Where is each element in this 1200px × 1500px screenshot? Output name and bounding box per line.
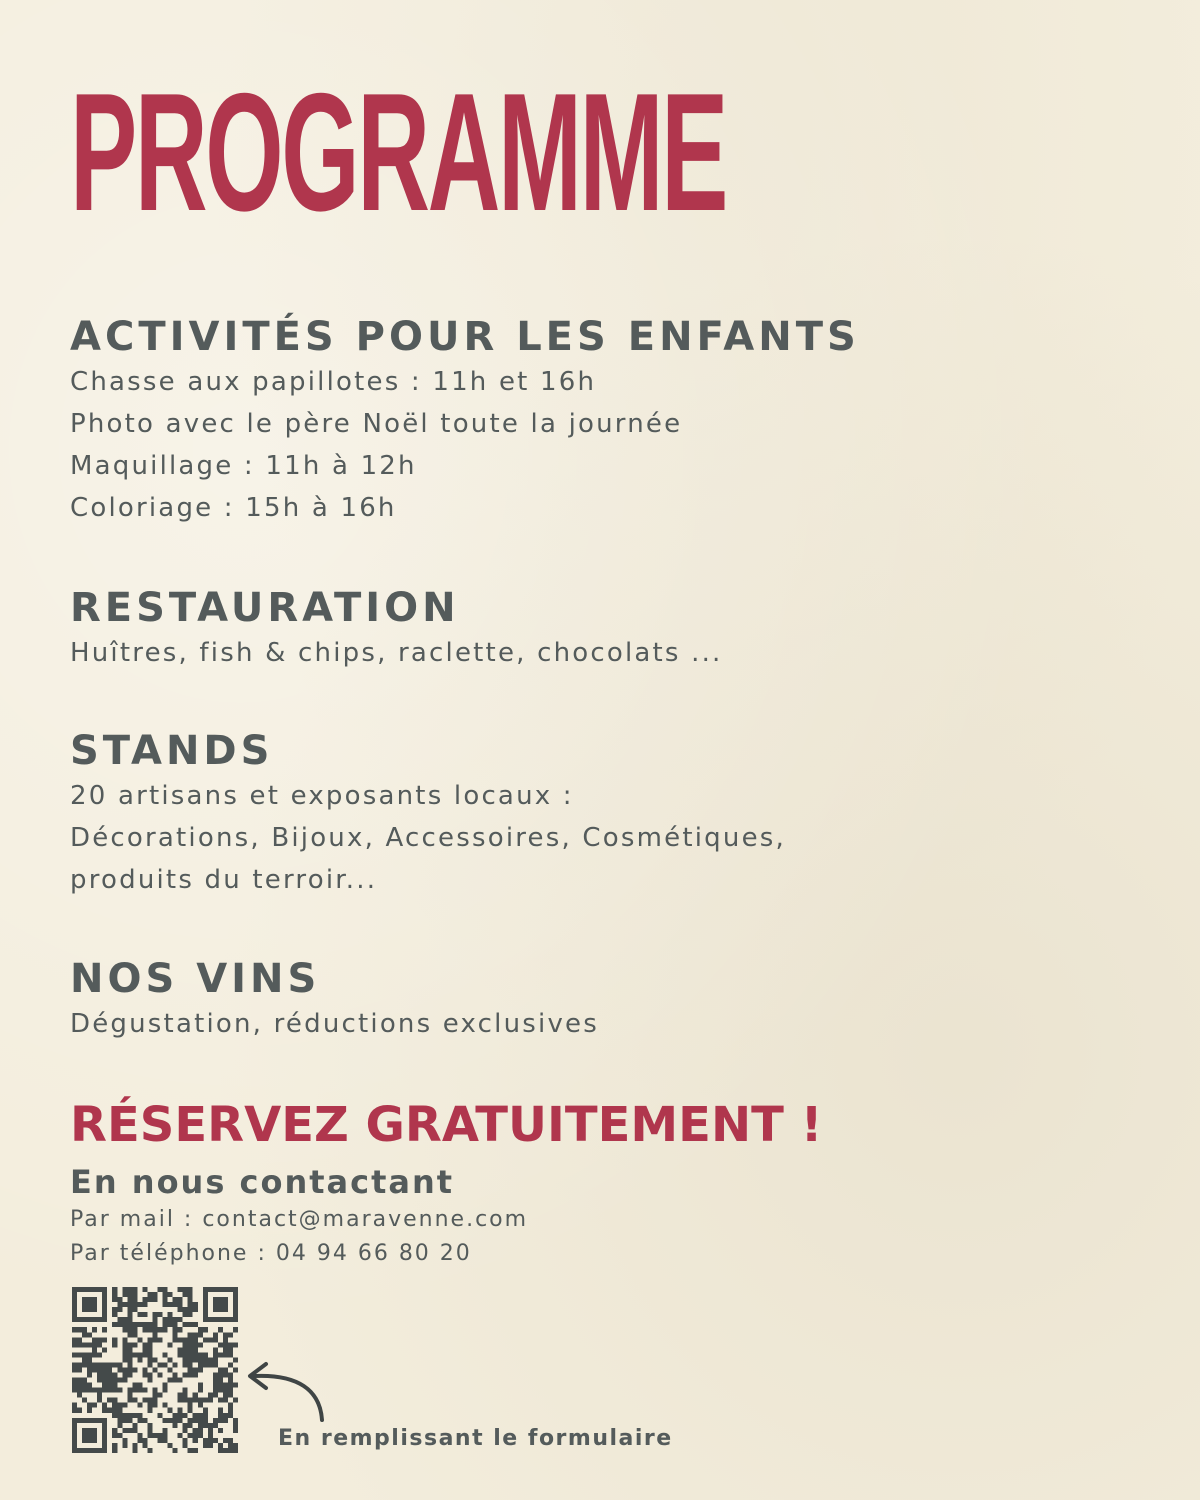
reservation-heading: RÉSERVEZ GRATUITEMENT ! bbox=[70, 1097, 823, 1153]
qr-code-icon[interactable] bbox=[72, 1287, 238, 1453]
section-line: Coloriage : 15h à 16h bbox=[70, 493, 397, 523]
section-heading: NOS VINS bbox=[70, 956, 321, 1002]
section-line: 20 artisans et exposants locaux : bbox=[70, 781, 574, 811]
section-line: Photo avec le père Noël toute la journée bbox=[70, 409, 683, 439]
section-line: produits du terroir... bbox=[70, 865, 378, 895]
section-restauration bbox=[70, 584, 723, 674]
section-line: Huîtres, fish & chips, raclette, chocolats ... bbox=[70, 638, 723, 668]
section-line: Chasse aux papillotes : 11h et 16h bbox=[70, 367, 597, 397]
contact-subheading: En nous contactant bbox=[70, 1163, 455, 1201]
section-heading: STANDS bbox=[70, 728, 274, 774]
page-title: PROGRAMME bbox=[70, 58, 726, 246]
curved-arrow-icon bbox=[240, 1352, 340, 1432]
section-line: Maquillage : 11h à 12h bbox=[70, 451, 417, 481]
section-heading: ACTIVITÉS POUR LES ENFANTS bbox=[70, 314, 860, 360]
section-wines bbox=[70, 955, 599, 1045]
phone-line[interactable]: Par téléphone : 04 94 66 80 20 bbox=[70, 1241, 472, 1266]
section-line: Dégustation, réductions exclusives bbox=[70, 1009, 599, 1039]
section-kids-activities bbox=[70, 313, 860, 529]
section-stands bbox=[70, 727, 786, 901]
section-line: Décorations, Bijoux, Accessoires, Cosmétiques, bbox=[70, 823, 786, 853]
form-note: En remplissant le formulaire bbox=[278, 1426, 673, 1451]
section-heading: RESTAURATION bbox=[70, 585, 460, 631]
email-line[interactable]: Par mail : contact@maravenne.com bbox=[70, 1207, 529, 1232]
